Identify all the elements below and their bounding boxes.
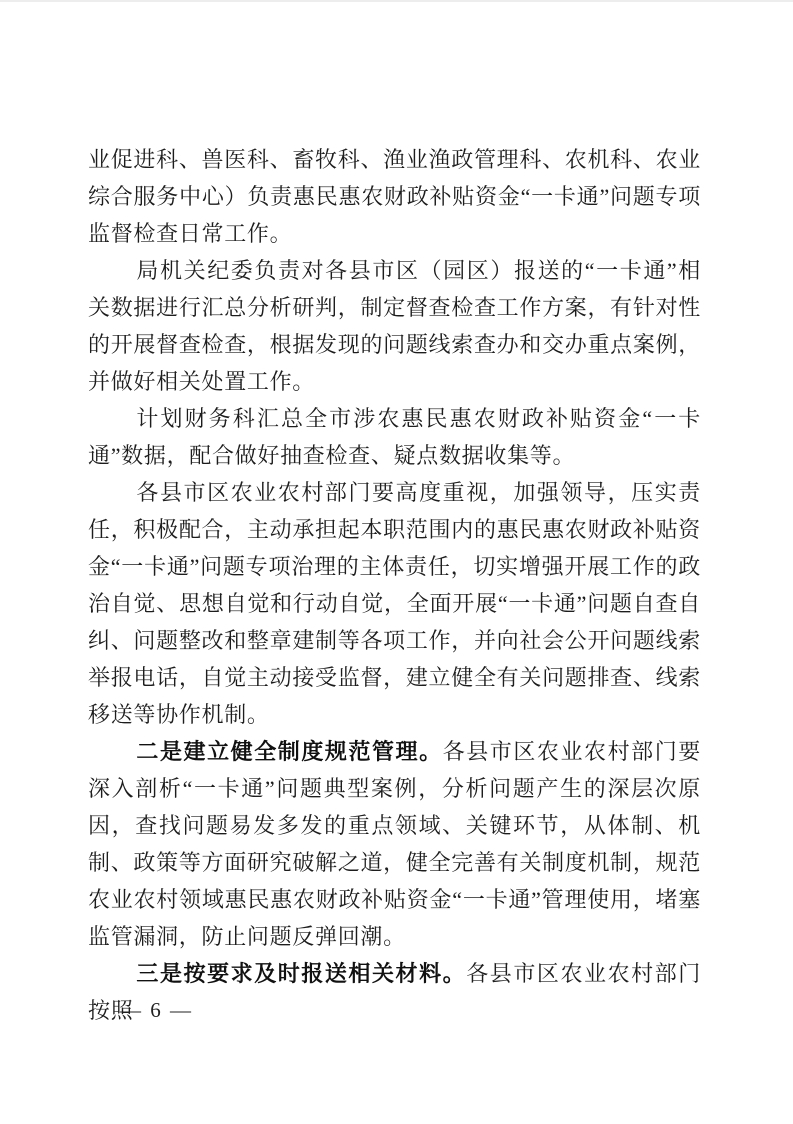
page-number: — 6 —	[120, 998, 193, 1022]
paragraph	[88, 400, 701, 474]
text-run: 各县市区农业农村部门要深入剖析“一卡通”问题典型案例，分析问题产生的深层次原因，查找问题易发多发的重点领域、关键环节，从体制、机制、政策等方面研究破解之道，健全完善有关制度机制，规范农业农村领域惠民惠农财政补贴资金“一卡通”管理使用，堵塞监管漏洞，防止问题反弹回潮。	[88, 739, 701, 949]
paragraph	[88, 474, 701, 733]
emphasis-run: 三是按要求及时报送相关材料。	[136, 961, 467, 986]
text-run: 计划财务科汇总全市涉农惠民惠农财政补贴资金“一卡通”数据，配合做好抽查检查、疑点数据收集等。	[88, 406, 701, 468]
paragraph	[88, 141, 701, 252]
emphasis-run: 二是建立健全制度规范管理。	[136, 739, 443, 764]
text-run: 局机关纪委负责对各县市区（园区）报送的“一卡通”相关数据进行汇总分析研判，制定督查检查工作方案，有针对性的开展督查检查，根据发现的问题线索查办和交办重点案例，并做好相关处置工作。	[88, 258, 701, 394]
document-body	[88, 141, 701, 1029]
paragraph	[88, 252, 701, 400]
text-run: 业促进科、兽医科、畜牧科、渔业渔政管理科、农机科、农业综合服务中心）负责惠民惠农财政补贴资金“一卡通”问题专项监督检查日常工作。	[88, 147, 701, 246]
text-run: 各县市区农业农村部门按照	[88, 961, 701, 1023]
text-run: 各县市区农业农村部门要高度重视，加强领导，压实责任，积极配合，主动承担起本职范围内的惠民惠农财政补贴资金“一卡通”问题专项治理的主体责任，切实增强开展工作的政治自觉、思想自觉和行动自觉，全面开展“一卡通”问题自查自纠、问题整改和整章建制等各项工作，并向社会公开问题线索举报电话，自觉主动接受监督，建立健全有关问题排查、线索移送等协作机制。	[88, 480, 701, 727]
paragraph	[88, 733, 701, 955]
